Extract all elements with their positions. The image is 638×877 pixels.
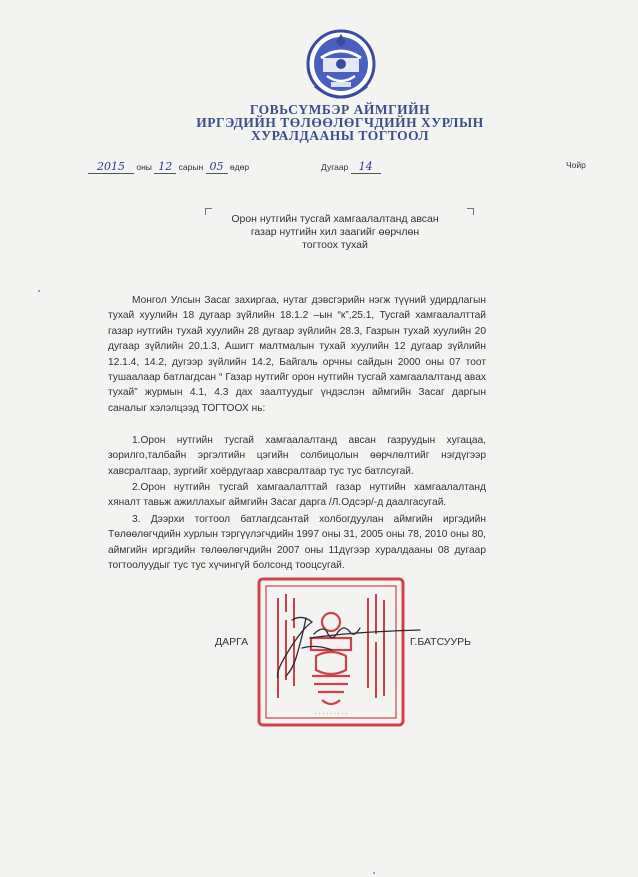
month-label: сарын — [178, 162, 204, 172]
header-line-3: ХУРАЛДААНЫ ТОГТООЛ — [250, 128, 430, 143]
handwritten-signature — [262, 608, 422, 678]
year-value: 2015 — [88, 160, 134, 174]
place-label: Чойр — [566, 160, 586, 170]
day-label: өдөр — [229, 162, 250, 172]
month-value: 12 — [154, 160, 176, 174]
item-1-paragraph: 1.Орон нутгийн тусгай хамгаалалтанд авсан газруудын хугацаа, зорилго,талбайн эргэлтийн цэгийн солбицолын өөрчлөлтийг нэгдүгээр хавсралтаар, зургийг хоёрдугаар хавсралтаар тус тус батлсугай. — [108, 435, 486, 477]
item-2-paragraph: 2.Орон нутгийн тусгай хамгаалалттай газар нутгийн хамгаалалтанд хяналт тавьж ажиллахыг аймгийн Засаг дарга /Л.Одсэр/-д даалгасугай. — [108, 482, 486, 509]
scan-speck — [373, 872, 375, 874]
signature-title: ДАРГА — [215, 636, 249, 648]
subject-line-1: Орон нутгийн тусгай хамгаалалтанд авсан — [231, 213, 439, 225]
subject-corner-right — [467, 208, 474, 215]
day-value: 05 — [206, 160, 228, 174]
subject-line-3: тогтоох тухай — [302, 239, 368, 251]
item-3-paragraph: 3. Дээрхи тогтоол батлагдсантай холбогдуулан аймгийн иргэдийн Төлөөлөгчдийн хурлын тэргүүлэгчдийн 1997 оны 31, 2005 оны 78, 2010 оны 80, аймгийн иргэдийн төлөөлөгчдийн 2007 оны 11дүгээр хуралдааны 08 дугаар тогтоолуудыг тус тус хүчингүй болсонд тооцсугай. — [108, 514, 486, 572]
number-value: 14 — [351, 160, 381, 174]
date-line — [88, 160, 249, 174]
number-label: Дугаар — [321, 162, 349, 172]
subject-block — [210, 213, 460, 252]
intro-paragraph: Монгол Улсын Засаг захиргаа, нутаг дэвсгэрийн нэгж түүний удирдлагын тухай хуулийн 18 дугаар зүйлийн 18.1.2 –ын “к”,25.1, Тусгай хамгаалалттай газар нутгийн тухай хуулийн 28 дугаар зүйлийн 28.3, Газрын тухай хуулийн 20 дугаар зүйлийн 20.1.3, Ашигт малтмалын тухай хуулийн 12 дугаар зүйлийн 12.1.4, 14.2, дугээр зүйлийн 14.2, Байгаль орчны сайдын 2000 оны 07 тоот тушаалаар батлагдсан “ Газар нутгийг орон нутгийн тусгай хамгаалалтанд авах тухай” журмын 4.1, 4.3 дах заалтуудыг үндэслэн аймгийн Засаг даргын саналыг хэлэлцээд ТОГТООХ нь: — [108, 295, 486, 414]
state-emblem-icon — [305, 24, 377, 102]
subject-line-2: газар нутгийн хил заагийг өөрчлөн — [250, 226, 420, 238]
header-line-2: ИРГЭДИЙН ТӨЛӨӨЛӨГЧДИЙН ХУРЛЫН — [196, 115, 484, 130]
year-label: оны — [136, 162, 152, 172]
svg-text:· · · · · · · · ·: · · · · · · · · · — [314, 711, 348, 718]
header-line-1: ГОВЬСҮМБЭР АЙМГИЙН — [249, 102, 431, 117]
scan-speck — [38, 290, 40, 292]
number-line — [321, 160, 381, 174]
signature-name: Г.БАТСУУРЬ — [410, 636, 472, 648]
